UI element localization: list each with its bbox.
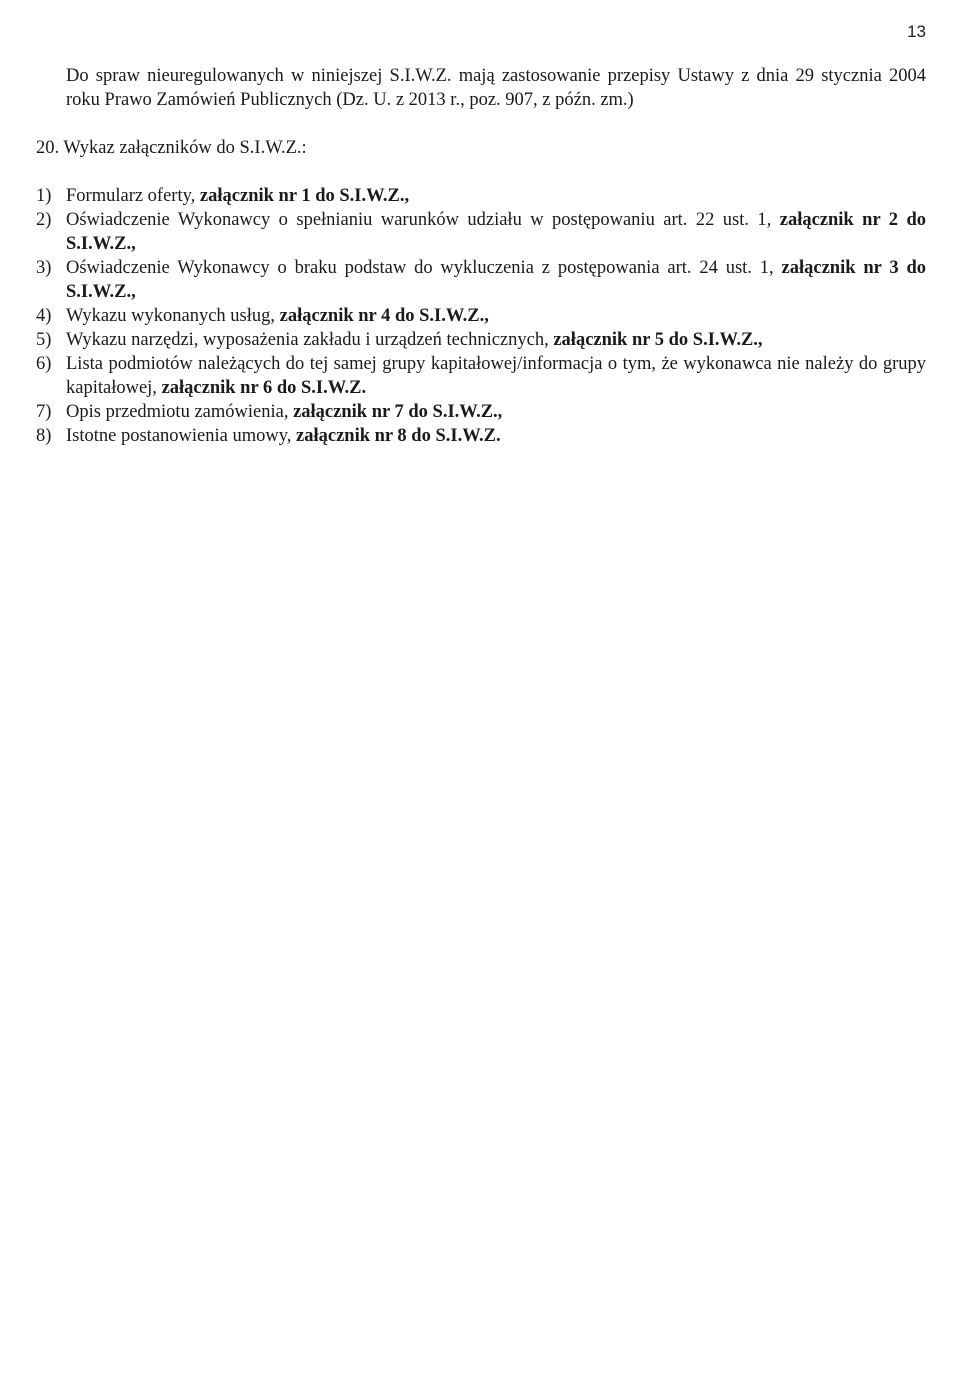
item-number: 7) <box>36 402 52 422</box>
item-text <box>66 328 926 352</box>
section-title: Wykaz załączników do S.I.W.Z.: <box>63 138 307 158</box>
list-item <box>36 328 926 352</box>
item-number: 8) <box>36 426 52 446</box>
item-attachment-ref: załącznik nr 3 do S.I.W.Z., <box>66 258 927 302</box>
item-attachment-ref: załącznik nr 8 do S.I.W.Z. <box>296 426 501 446</box>
list-item <box>36 256 926 304</box>
item-description: Oświadczenie Wykonawcy o braku podstaw do wykluczenia z postępowania art. 24 ust. 1, <box>66 258 782 278</box>
item-attachment-ref: załącznik nr 1 do S.I.W.Z., <box>199 186 410 206</box>
item-number: 6) <box>36 354 52 374</box>
item-text <box>66 184 926 208</box>
item-number: 5) <box>36 330 52 350</box>
item-number: 4) <box>36 306 52 326</box>
item-text <box>66 424 926 448</box>
attachments-list <box>36 184 926 448</box>
section-number: 20. <box>36 138 60 158</box>
item-attachment-ref: załącznik nr 2 do S.I.W.Z., <box>66 210 926 254</box>
item-description: Wykazu narzędzi, wyposażenia zakładu i urządzeń technicznych, <box>66 330 554 350</box>
document-body <box>36 64 926 448</box>
item-number: 3) <box>36 258 52 278</box>
list-item <box>36 352 926 400</box>
section-heading <box>36 136 926 160</box>
item-description: Formularz oferty, <box>66 186 200 206</box>
item-text <box>66 208 926 256</box>
list-item <box>36 184 926 208</box>
item-description: Lista podmiotów należących do tej samej grupy kapitałowej/informacja o tym, że wykonawca nie należy do grupy kapitałowej, <box>66 354 926 398</box>
page-number: 13 <box>907 22 926 41</box>
item-text <box>66 256 926 304</box>
item-attachment-ref: załącznik nr 4 do S.I.W.Z., <box>279 306 489 326</box>
item-number: 2) <box>36 210 52 230</box>
item-text <box>66 352 926 400</box>
intro-paragraph: Do spraw nieuregulowanych w niniejszej S.I.W.Z. mają zastosowanie przepisy Ustawy z dnia 29 stycznia 2004 roku Prawo Zamówień Publicznych (Dz. U. z 2013 r., poz. 907, z późn. zm.) <box>66 66 926 110</box>
item-description: Oświadczenie Wykonawcy o spełnianiu warunków udziału w postępowaniu art. 22 ust. 1, <box>66 210 780 230</box>
item-attachment-ref: załącznik nr 5 do S.I.W.Z., <box>553 330 763 350</box>
list-item <box>36 304 926 328</box>
item-attachment-ref: załącznik nr 6 do S.I.W.Z. <box>161 378 367 398</box>
list-item <box>36 400 926 424</box>
item-attachment-ref: załącznik nr 7 do S.I.W.Z., <box>293 402 503 422</box>
item-description: Wykazu wykonanych usług, <box>66 306 280 326</box>
item-text <box>66 400 926 424</box>
list-item <box>36 208 926 256</box>
item-number: 1) <box>36 186 52 206</box>
item-description: Opis przedmiotu zamówienia, <box>66 402 294 422</box>
item-text <box>66 304 926 328</box>
item-description: Istotne postanowienia umowy, <box>66 426 297 446</box>
list-item <box>36 424 926 448</box>
